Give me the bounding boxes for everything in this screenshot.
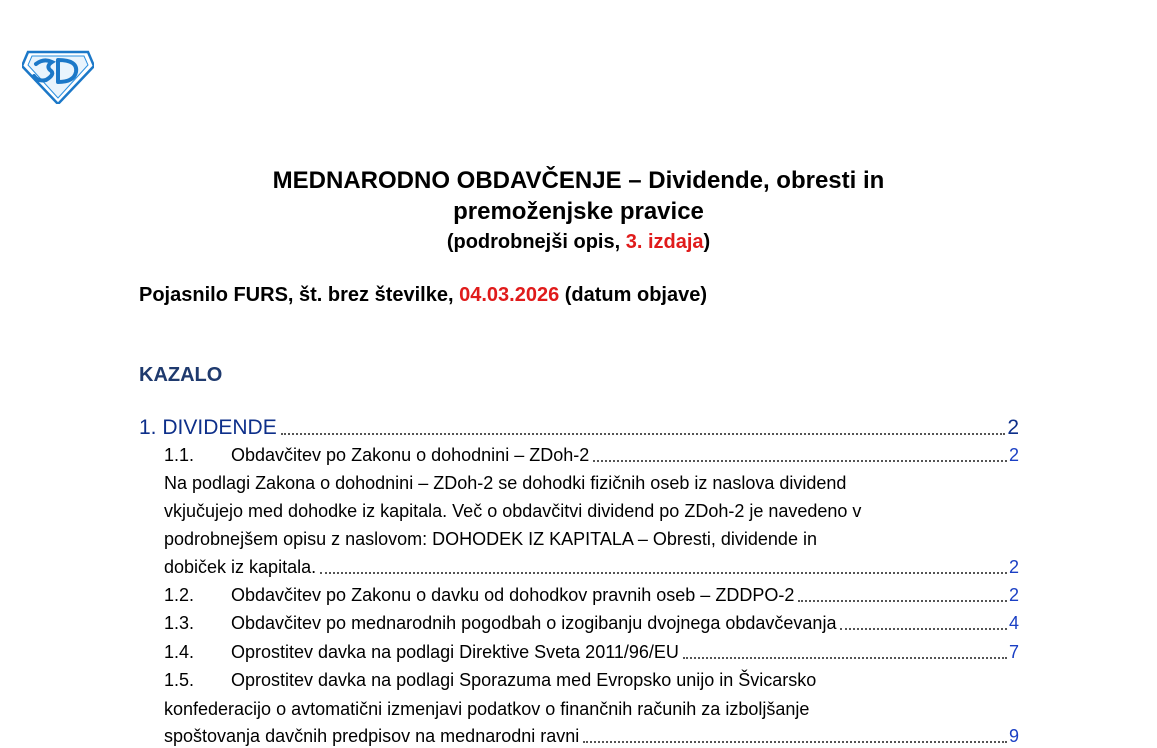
subtitle-suffix: ) xyxy=(703,231,711,253)
toc-page-number: 2 xyxy=(1008,557,1019,577)
toc-paragraph-line: vkjučujejo med dohodke iz kapitala. Več o obdavčitvi dividend po ZDoh-2 je navedeno v xyxy=(164,501,862,521)
toc-heading: KAZALO xyxy=(139,364,223,386)
title-line-2: premoženjske pravice xyxy=(453,198,704,225)
toc-entry-number: 1.2. xyxy=(164,585,195,605)
toc-entry-1-5[interactable] xyxy=(164,668,1019,692)
explanation-prefix: Pojasnilo FURS, št. brez številke, xyxy=(139,284,460,306)
toc-page-number: 2 xyxy=(1008,445,1019,465)
toc-entry-1-1[interactable] xyxy=(164,443,1019,467)
toc-entry-1-2[interactable] xyxy=(164,583,1019,607)
toc-entry-label: Oprostitev davka na podlagi Direktive Sveta 2011/96/EU xyxy=(231,642,679,662)
toc-entry-number: 1.3. xyxy=(164,613,195,633)
toc-leader-dots xyxy=(281,432,1006,435)
edition-number: 3. izdaja xyxy=(625,231,704,253)
toc-page-number: 2 xyxy=(1008,585,1019,605)
explanation-line xyxy=(139,282,707,308)
toc-paragraph-line: Na podlagi Zakona o dohodnini – ZDoh-2 se dohodki fizičnih oseb iz naslova dividend xyxy=(164,473,847,493)
toc-entry-number: 1.5. xyxy=(164,670,195,690)
toc-entry-label: spoštovanja davčnih predpisov na mednarodni ravni xyxy=(164,726,580,746)
explanation-suffix: (datum objave) xyxy=(559,284,708,306)
toc-entry-label: Obdavčitev po Zakonu o davku od dohodkov pravnih oseb – ZDDPO-2 xyxy=(231,585,795,605)
toc-leader-dots xyxy=(593,459,1007,462)
toc-leader-dots xyxy=(798,599,1007,602)
publication-date: 04.03.2026 xyxy=(459,284,560,306)
toc-page-number: 9 xyxy=(1008,726,1019,746)
toc-entry-label-continued: konfederacijo o avtomatični izmenjavi podatkov o finančnih računih za izboljšanje xyxy=(164,699,810,719)
toc-entry-1-5-last[interactable] xyxy=(164,724,1019,748)
toc-entry-label: Oprostitev davka na podlagi Sporazuma med Evropsko unijo in Švicarsko xyxy=(231,670,817,690)
toc-leader-dots xyxy=(683,656,1007,659)
toc-entry-number: 1.1. xyxy=(164,445,195,465)
toc-entry-label: 1. DIVIDENDE xyxy=(139,416,277,439)
toc-entry-label: Obdavčitev po mednarodnih pogodbah o izogibanju dvojnega obdavčevanja xyxy=(231,613,837,633)
subtitle-prefix: (podrobnejši opis, xyxy=(446,231,626,253)
toc-entry-zdoh2-text[interactable] xyxy=(164,555,1019,579)
diamond-sd-logo xyxy=(22,48,94,104)
toc-page-number: 2 xyxy=(1007,416,1019,439)
document-subtitle xyxy=(0,229,1157,255)
toc-entry-dividende[interactable] xyxy=(139,416,1019,440)
document-title xyxy=(0,165,1157,227)
toc-entry-1-3[interactable] xyxy=(164,611,1019,635)
toc-leader-dots xyxy=(320,571,1007,574)
toc-entry-1-4[interactable] xyxy=(164,640,1019,664)
toc-page-number: 7 xyxy=(1008,642,1019,662)
toc-page-number: 4 xyxy=(1008,613,1019,633)
toc-entry-label: Obdavčitev po Zakonu o dohodnini – ZDoh-2 xyxy=(231,445,590,465)
toc-paragraph-line: podrobnejšem opisu z naslovom: DOHODEK IZ KAPITALA – Obresti, dividende in xyxy=(164,529,817,549)
toc-leader-dots xyxy=(840,627,1007,630)
toc-entry-number: 1.4. xyxy=(164,642,195,662)
toc-entry-label: dobiček iz kapitala. xyxy=(164,557,317,577)
title-line-1: MEDNARODNO OBDAVČENJE – Dividende, obresti in xyxy=(272,167,885,194)
